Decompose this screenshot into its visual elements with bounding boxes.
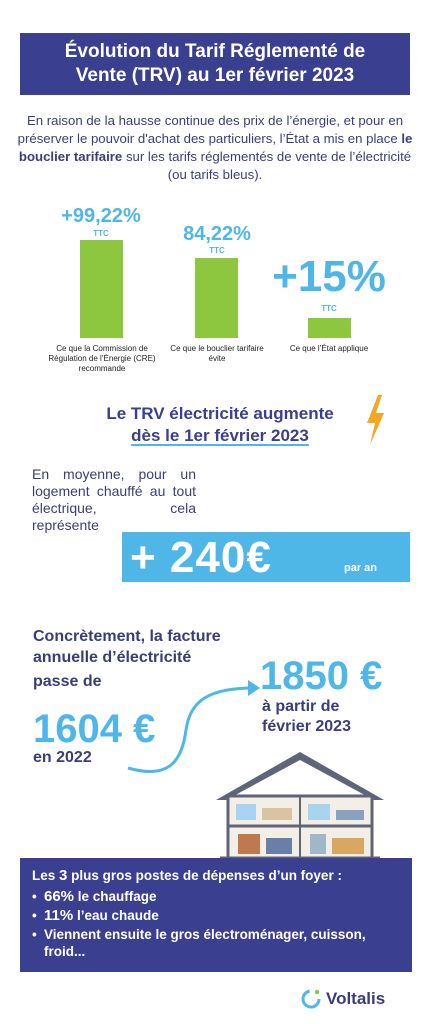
bar2-caption: Ce que le bouclier tarifaire évite [170, 344, 264, 363]
expense-label: le chauffage [74, 889, 157, 904]
expenses-heading [32, 867, 342, 884]
voltalis-logo-icon [300, 988, 322, 1010]
expenses-list [30, 888, 404, 962]
bar1-caption: Ce que la Commission de Régulation de l’Énergie (CRE) recommande [48, 344, 156, 373]
bill-from-label: en 2022 [33, 749, 92, 766]
expenses-box [20, 858, 412, 972]
expenses-heading-after: plus gros postes de dépenses d’un foyer : [71, 868, 342, 883]
bill-to-label-1: à partir de [262, 698, 340, 715]
title-banner [20, 33, 410, 95]
average-banner [122, 532, 410, 582]
expense-label: Viennent ensuite le gros électroménager, cuisson, froid... [44, 927, 366, 959]
average-text: En moyenne, pour un logement chauffé au tout électrique, cela représente [32, 466, 196, 533]
bar3-caption: Ce que l’État applique [289, 344, 369, 353]
list-item [30, 926, 404, 960]
average-per: par an [344, 562, 378, 574]
list-item [30, 907, 404, 924]
expense-value: 11% [44, 907, 74, 924]
bill-to-label [262, 697, 351, 737]
intro-text-before: En raison de la hausse continue des prix de l’énergie, et pour en préserver le pouvoir d'achat des particuliers, l’État a mis en place [17, 113, 404, 146]
voltalis-logo [300, 986, 385, 1012]
bar3-unit: TTC [321, 304, 337, 313]
house-cutaway-illustration [214, 750, 386, 862]
expenses-heading-before: Les [32, 868, 56, 883]
expense-value: 66% [44, 888, 75, 905]
bar3 [308, 318, 351, 338]
bill-to-label-2: février 2023 [262, 718, 351, 735]
expenses-heading-number: 3 [59, 867, 68, 884]
intro-paragraph [14, 112, 416, 184]
bill-intro: Concrètement, la facture annuelle d’électricité [33, 628, 221, 666]
bar2-unit: TTC [209, 246, 225, 255]
expense-label: l’eau chaude [73, 908, 159, 923]
page-title-line1: Évolution du Tarif Réglementé de [64, 41, 366, 62]
logo-name: Voltalis [326, 989, 386, 1008]
trv-line2: dès le 1er février 2023 [131, 426, 309, 445]
bar2-value-label: 84,22% [183, 223, 251, 245]
bar1 [80, 240, 123, 338]
page-title-line2: Vente (TRV) au 1er février 2023 [75, 65, 355, 86]
bar2 [195, 258, 238, 338]
bar1-unit: TTC [93, 229, 109, 238]
list-item [30, 888, 404, 905]
intro-text-bold: le bouclier tarifaire [18, 131, 413, 164]
bar3-value-label: +15% [272, 252, 386, 301]
trv-line1: Le TRV électricité augmente [106, 404, 334, 423]
lightning-icon [364, 395, 386, 445]
bar1-value-label: +99,22% [61, 205, 141, 227]
intro-text-after: sur les tarifs réglementés de vente de l’électricité (ou tarifs bleus). [125, 149, 412, 182]
bill-from-value: 1604 € [33, 707, 156, 751]
bill-to-value: 1850 € [260, 654, 383, 698]
bill-passe: passe de [33, 673, 102, 690]
trv-heading [70, 403, 370, 447]
average-amount: + 240€ [130, 533, 272, 582]
